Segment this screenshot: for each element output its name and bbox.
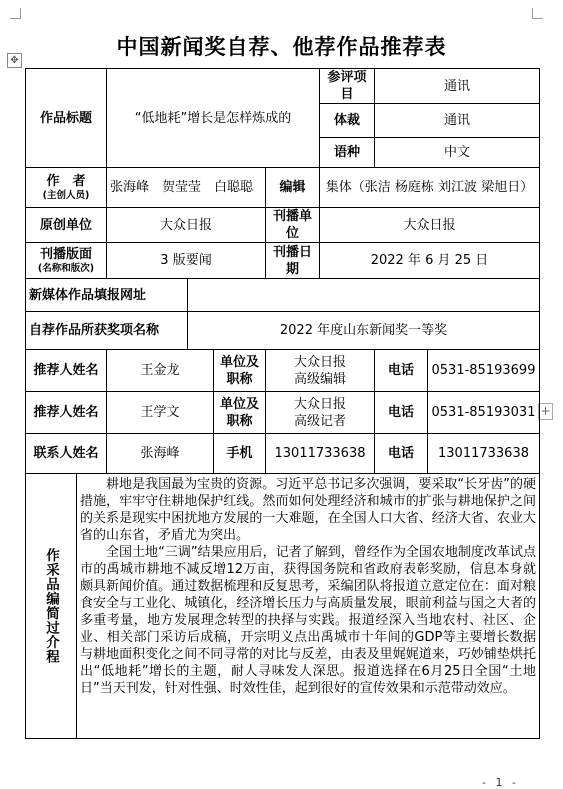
- value-contact-mobile: 13011733638: [266, 434, 375, 474]
- value-recommender-1-name: 王金龙: [107, 350, 214, 392]
- label-recommender-1: 推荐人姓名: [26, 350, 107, 392]
- label-original-unit: 原创单位: [26, 208, 107, 243]
- label-phone-3: 电话: [375, 434, 428, 474]
- intro-paragraph: 耕地是我国最为宝贵的资源。习近平总书记多次强调，要采取“长牙齿”的硬措施，牢牢守住耕地保护红线。然而如何处理经济和城市的扩张与耕地保护之间的关系是现实中困扰地方发展的一大难题，在全国人口大省、经济大省、农业大省的山东省，矛盾尤为突出。: [80, 477, 536, 543]
- page-title: 中国新闻奖自荐、他荐作品推荐表: [116, 35, 447, 59]
- table-add-row-icon[interactable]: +: [538, 403, 553, 420]
- label-layout: [26, 243, 107, 279]
- value-broadcast-unit: 大众日报: [320, 208, 540, 243]
- intro-paragraph: 全国土地“三调”结果应用后，记者了解到，曾经作为全国农地制度改革试点市的禹城市耕地不减反增12万亩，获得国务院和省政府表彰奖励，信息本身就颇具新闻价值。通过数据梳理和反复思考，采编团队将报道立意定位在：面对粮食安全与工业化、城镇化，经济增长压力与高质量发展，眼前利益与国之大者的多重考量，地方发展理念转型的抉择与实践。报道经深入当地农村、社区、企业、相关部门采访后成稿，开宗明义点出禹城市十年间的GDP等主要增长数据与耕地面积变化之间不同寻常的对比与反差，由表及里娓娓道来，巧妙铺垫烘托出“低地耗”增长的主题，耐人寻味发人深思。报道选择在6月25日全国“土地日”当天刊发，针对性强、时效性佳，起到很好的宣传效果和示范带动效应。: [80, 545, 536, 696]
- label-language: 语种: [320, 138, 375, 168]
- crop-mark-top-right: [532, 8, 543, 19]
- value-genre: 通讯: [375, 104, 540, 138]
- value-editor: 集体（张洁 杨庭栋 刘江波 梁旭日）: [320, 168, 540, 208]
- value-broadcast-date: 2022 年 6 月 25 日: [320, 243, 540, 279]
- label-layout-text: 刊播版面: [39, 247, 92, 262]
- recommender-2-title: 高级记者: [293, 413, 346, 429]
- label-broadcast-date: 刊播日期: [266, 243, 320, 279]
- label-unit-title-1: 单位及职称: [214, 350, 266, 392]
- value-recommender-2-name: 王学文: [107, 392, 214, 434]
- label-awards: 自荐作品所获奖项名称: [26, 312, 188, 350]
- value-work-title: “低地耗”增长是怎样炼成的: [107, 69, 320, 168]
- label-work-title: 作品标题: [26, 69, 107, 168]
- value-original-unit: 大众日报: [107, 208, 266, 243]
- page-number: - 1 -: [482, 776, 519, 789]
- label-broadcast-unit: 刊播单位: [266, 208, 320, 243]
- crop-mark-top-left: [10, 8, 21, 19]
- label-layout-note: (名称和版次): [37, 263, 95, 274]
- recommender-1-title: 高级编辑: [293, 371, 346, 387]
- value-eval-type: 通讯: [375, 69, 540, 104]
- label-phone-2: 电话: [375, 392, 428, 434]
- label-unit-title-2: 单位及职称: [214, 392, 266, 434]
- recommendation-form-table: [25, 68, 540, 739]
- value-new-media-url: [188, 279, 540, 312]
- table-move-handle-icon[interactable]: ✥: [7, 53, 22, 68]
- label-author-text: 作 者: [46, 174, 86, 189]
- value-layout: 3 版要闻: [107, 243, 266, 279]
- value-awards: 2022 年度山东新闻奖一等奖: [188, 312, 540, 350]
- value-recommender-1-unit: [266, 350, 375, 392]
- recommender-2-unit: 大众日报: [293, 396, 346, 412]
- label-author: [26, 168, 107, 208]
- value-author: 张海峰 贺莹莹 白聪聪: [107, 168, 266, 208]
- label-author-note: (主创人员): [42, 190, 90, 201]
- value-recommender-1-phone: 0531-85193699: [428, 350, 540, 392]
- label-editor: 编辑: [266, 168, 320, 208]
- label-eval-type: 参评项目: [320, 69, 375, 104]
- label-mobile: 手机: [214, 434, 266, 474]
- recommender-1-unit: 大众日报: [293, 354, 346, 370]
- label-intro: [26, 474, 77, 739]
- label-genre: 体裁: [320, 104, 375, 138]
- label-recommender-2: 推荐人姓名: [26, 392, 107, 434]
- label-contact: 联系人姓名: [26, 434, 107, 474]
- value-contact-name: 张海峰: [107, 434, 214, 474]
- value-recommender-2-phone: 0531-85193031: [428, 392, 540, 434]
- value-intro: [77, 474, 540, 739]
- label-new-media-url: 新媒体作品填报网址: [26, 279, 188, 312]
- value-language: 中文: [375, 138, 540, 168]
- label-phone-1: 电话: [375, 350, 428, 392]
- label-intro-text: 作采品编简过介程: [43, 548, 59, 664]
- value-recommender-2-unit: [266, 392, 375, 434]
- value-contact-phone: 13011733638: [428, 434, 540, 474]
